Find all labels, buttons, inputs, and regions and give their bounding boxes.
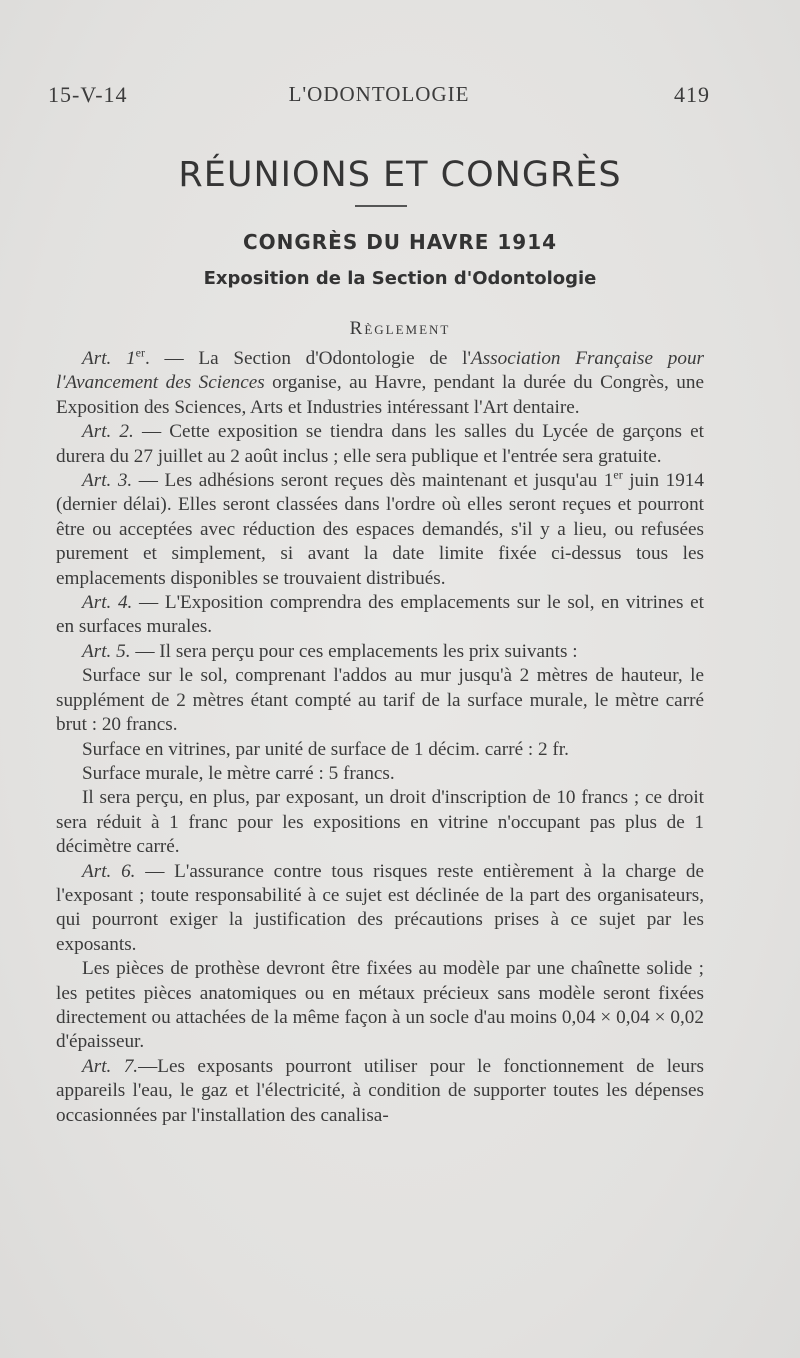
- congress-heading: CONGRÈS DU HAVRE 1914: [242, 230, 558, 254]
- article-6-para-1: Les pièces de prothèse devront être fixées au modèle par une chaînette solide ; les petites pièces anatomiques ou en métaux précieux sans modèle seront fixées directement ou attachées de la même façon à un socle d'au moins 0,04 × 0,04 × 0,02 d'épaisseur.: [56, 958, 704, 1053]
- article-5-para-1: Surface sur le sol, comprenant l'addos au mur jusqu'à 2 mètres de hauteur, le supplément de 2 mètres étant compté au tarif de la surface murale, le mètre carré brut : 20 francs.: [56, 665, 704, 736]
- page-number: 419: [674, 82, 710, 107]
- running-head: [48, 82, 710, 112]
- article-5-para-4: Il sera perçu, en plus, par exposant, un droit d'inscription de 10 francs ; ce droit sera réduit à 1 franc pour les expositions en vitrine n'occupant pas plus de 1 décimètre carré.: [56, 787, 704, 858]
- article-5-para-3: Surface murale, le mètre carré : 5 francs.: [82, 762, 395, 784]
- section-heading: Règlement: [349, 318, 451, 339]
- page-title: RÉUNIONS ET CONGRÈS: [178, 155, 622, 195]
- article-5-para-2: Surface en vitrines, par unité de surface de 1 décim. carré : 2 fr.: [82, 738, 569, 760]
- article-1: Art. 1er. — La Section d'Odontologie de l'Association Française pour l'Avancement des Sciences organise, au Havre, pendant la durée du Congrès, une Exposition des Sciences, Arts et Industries intéressant l'Art dentaire.: [56, 345, 704, 418]
- article-5: Art. 5. — Il sera perçu pour ces emplacements les prix suivants :: [82, 640, 578, 662]
- exposition-heading: Exposition de la Section d'Odontologie: [203, 268, 597, 289]
- article-body: [56, 347, 704, 1128]
- title-rule: [355, 205, 407, 207]
- article-6: Art. 6. — L'assurance contre tous risques reste entièrement à la charge de l'exposant ; toute responsabilité à ce sujet est déclinée de la part des organisateurs, qui pourront exiger la justification des précautions prises à ce sujet par les exposants.: [56, 860, 704, 955]
- journal-title: L'ODONTOLOGIE: [288, 82, 470, 106]
- article-7: Art. 7.—Les exposants pourront utiliser pour le fonctionnement de leurs appareils l'eau, le gaz et l'électricité, à condition de supporter toutes les dépenses occasionnées par l'installation des canalisa-: [56, 1055, 704, 1126]
- article-2: Art. 2. — Cette exposition se tiendra dans les salles du Lycée de garçons et durera du 27 juillet au 2 août inclus ; elle sera publique et l'entrée sera gratuite.: [56, 421, 704, 467]
- issue-date: 15-V-14: [48, 82, 128, 107]
- article-3: Art. 3. — Les adhésions seront reçues dès maintenant et jusqu'au 1er juin 1914 (dernier délai). Elles seront classées dans l'ordre où elles seront reçues et pourront être ou acceptées avec réduction des espaces demandés, s'il y a lieu, ou refusées purement et simplement, si avant la date limite fixée ci-dessus tous les emplacements disponibles se trouvaient distribués.: [56, 467, 704, 589]
- article-4: Art. 4. — L'Exposition comprendra des emplacements sur le sol, en vitrines et en surfaces murales.: [56, 592, 704, 638]
